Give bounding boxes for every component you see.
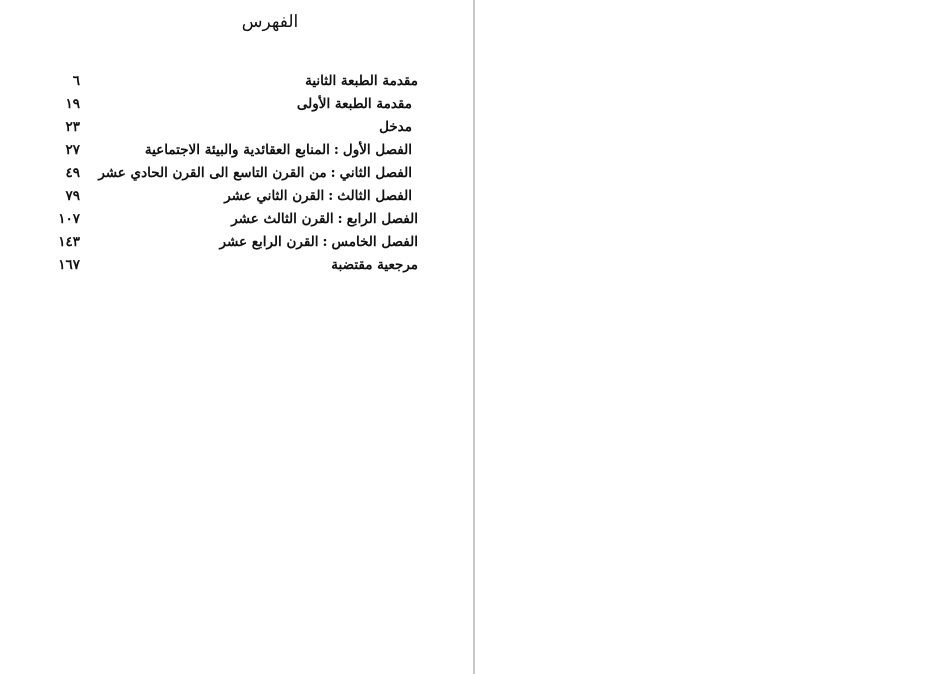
toc-page-number: ١٠٧: [58, 211, 80, 227]
toc-row[interactable]: [40, 70, 418, 93]
toc-entry: [305, 70, 418, 93]
toc-row[interactable]: [40, 185, 418, 208]
toc-entry: [297, 93, 412, 116]
toc-title: الفهرس: [241, 12, 299, 32]
toc-row[interactable]: [40, 139, 418, 162]
toc-entry-label: الفصل الخامس: [331, 234, 418, 250]
toc-entry-label: الفصل الثاني: [339, 165, 412, 181]
left-page: [0, 0, 473, 674]
toc-entry-subtitle: القرن الثاني عشر: [224, 188, 325, 204]
toc-row[interactable]: [40, 93, 418, 116]
toc-entry: الفصل الرابع:القرن الثالث عشر: [231, 211, 418, 227]
toc-entry-label: مدخل: [379, 119, 412, 135]
toc-entry-subtitle: القرن الثالث عشر: [231, 211, 334, 227]
toc-page-number: ١٩: [65, 96, 80, 112]
toc-list: [40, 70, 418, 277]
toc-entry: الفصل الأول:المنابع العقائدية والبيئة الاجتماعية: [144, 142, 412, 158]
toc-row[interactable]: [40, 254, 418, 277]
toc-page-number: ٢٣: [65, 119, 80, 135]
toc-entry-label: مقدمة الطبعة الأولى: [296, 96, 412, 112]
toc-row[interactable]: [40, 231, 418, 254]
right-page-blank: [475, 0, 950, 674]
toc-entry-label: مرجعية مقتضبة: [331, 257, 418, 273]
toc-entry: الفصل الخامس:القرن الرابع عشر: [219, 234, 418, 250]
toc-entry-label: الفصل الثالث: [337, 188, 412, 204]
toc-entry: الفصل الثالث:القرن الثاني عشر: [224, 188, 412, 204]
toc-entry: الفصل الثاني:من القرن التاسع الى القرن الحادي عشر: [98, 165, 412, 181]
toc-entry-label: مقدمة الطبعة الثانية: [305, 73, 418, 89]
toc-page-number: ٧٩: [65, 188, 80, 204]
toc-entry-subtitle: القرن الرابع عشر: [219, 234, 319, 250]
toc-entry-label: الفصل الأول: [342, 142, 412, 158]
toc-page-number: ١٤٣: [58, 234, 80, 250]
toc-row[interactable]: [40, 116, 418, 139]
toc-entry: [331, 254, 418, 277]
toc-entry-subtitle: المنابع العقائدية والبيئة الاجتماعية: [144, 142, 330, 158]
toc-entry-label: الفصل الرابع: [346, 211, 418, 227]
toc-page-number: ١٦٧: [58, 257, 80, 273]
toc-page-number: ٢٧: [65, 142, 80, 158]
toc-page-number: ٦: [72, 73, 80, 89]
toc-entry-subtitle: من القرن التاسع الى القرن الحادي عشر: [98, 165, 327, 181]
toc-row[interactable]: [40, 162, 418, 185]
toc-entry: [379, 116, 412, 139]
toc-page-number: ٤٩: [65, 165, 80, 181]
toc-row[interactable]: [40, 208, 418, 231]
